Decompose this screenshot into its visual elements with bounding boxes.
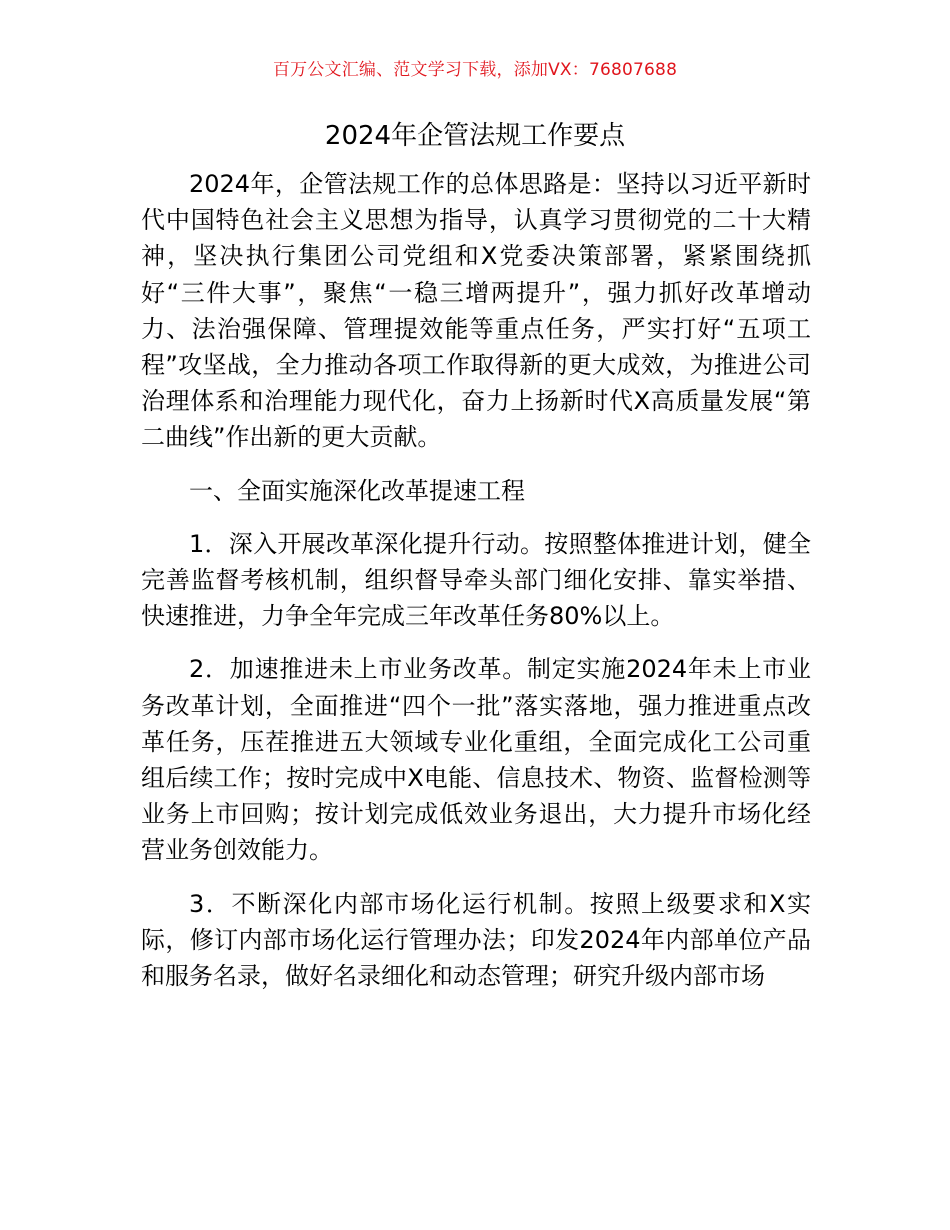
watermark-header: 百万公文汇编、范文学习下载，添加VX：76807688 (272, 60, 678, 80)
document-body (141, 166, 811, 994)
document-title: 2024年企管法规工作要点 (324, 121, 626, 151)
paragraph-item-1: 1．深入开展改革深化提升行动。按照整体推进计划，健全完善监督考核机制，组织督导牵头部门细化安排、靠实举措、快速推进，力争全年完成三年改革任务80%以上。 (141, 529, 811, 631)
paragraph-item-2: 2．加速推进未上市业务改革。制定实施2024年未上市业务改革计划，全面推进“四个一批”落实落地，强力推进重点改革任务，压茬推进五大领域专业化重组，全面完成化工公司重组后续工作；按时完成中X电能、信息技术、物资、监督检测等业务上市回购；按计划完成低效业务退出，大力提升市场化经营业务创效能力。 (141, 655, 811, 865)
paragraph-intro: 2024年，企管法规工作的总体思路是：坚持以习近平新时代中国特色社会主义思想为指导，认真学习贯彻党的二十大精神，坚决执行集团公司党组和X党委决策部署，紧紧围绕抓好“三件大事”，聚焦“一稳三增两提升”，强力抓好改革增动力、法治强保障、管理提效能等重点任务，严实打好“五项工程”攻坚战，全力推动各项工作取得新的更大成效，为推进公司治理体系和治理能力现代化，奋力上扬新时代X高质量发展“第二曲线”作出新的更大贡献。 (141, 170, 811, 452)
section-heading: 一、全面实施深化改革提速工程 (189, 476, 525, 505)
paragraph-item-3: 3．不断深化内部市场化运行机制。按照上级要求和X实际，修订内部市场化运行管理办法；印发2024年内部单位产品和服务名录，做好名录细化和动态管理；研究升级内部市场 (141, 889, 811, 991)
